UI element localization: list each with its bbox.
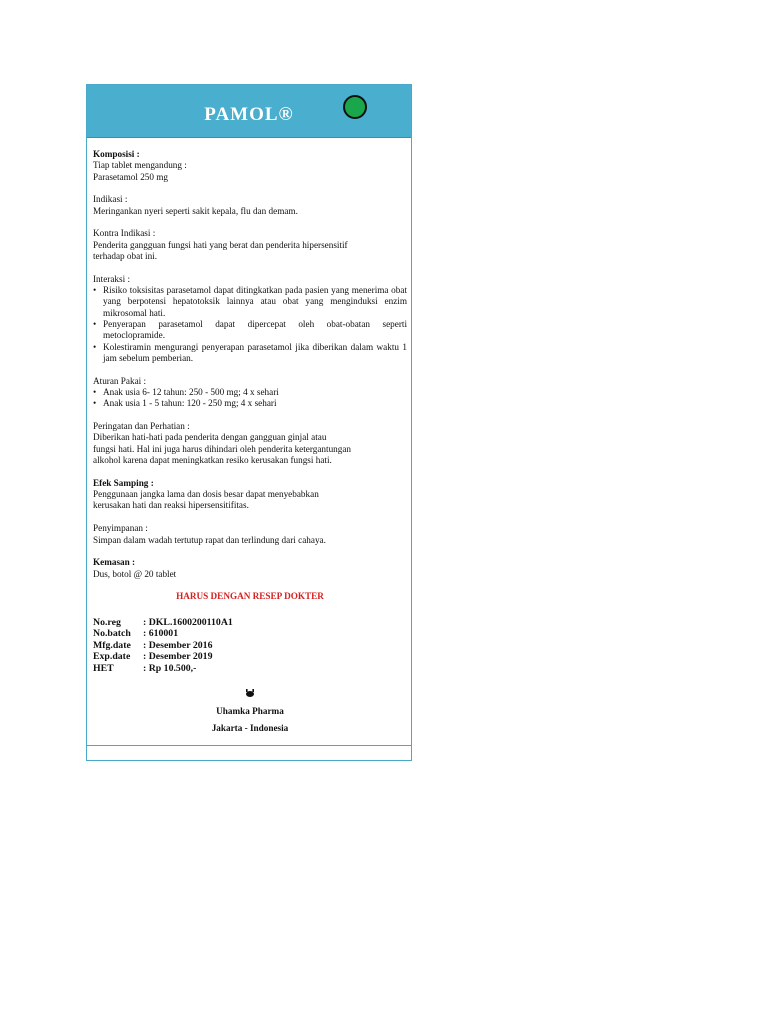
prescription-warning: HARUS DENGAN RESEP DOKTER: [176, 591, 324, 602]
efek-samping-section: [93, 478, 407, 512]
bullet-icon: •: [93, 387, 97, 398]
meta-value: : Rp 10.500,-: [143, 663, 197, 675]
bullet-icon: •: [93, 285, 97, 296]
text-line: Dus, botol @ 20 tablet: [93, 568, 177, 579]
list-item: [93, 285, 407, 319]
meta-key: HET: [93, 663, 114, 675]
text-line: fungsi hati. Hal ini juga harus dihindari oleh penderita ketergantungan: [93, 443, 352, 454]
meta-key: No.batch: [93, 628, 131, 640]
section-title: Indikasi :: [93, 194, 128, 205]
section-title: Kemasan :: [93, 557, 136, 568]
list-item-text: Anak usia 6- 12 tahun: 250 - 500 mg; 4 x sehari: [103, 387, 279, 398]
list-item: [93, 319, 407, 342]
section-title: Efek Samping :: [93, 477, 154, 488]
product-meta-table: [93, 617, 233, 675]
text-line: alkohol karena dapat meningkatkan resiko kerusakan fungsi hati.: [93, 455, 332, 466]
list-item-text: Kolestiramin mengurangi penyerapan parasetamol jika diberikan dalam waktu 1 jam sebelum pemberian.: [103, 341, 407, 363]
medicine-label: [86, 84, 412, 761]
table-row: [93, 640, 233, 652]
manufacturer-city: Jakarta - Indonesia: [211, 722, 289, 733]
meta-value: : Desember 2016: [143, 639, 213, 651]
header-band: [87, 85, 411, 138]
aturan-list: [93, 387, 407, 410]
text-line: kerusakan hati dan reaksi hipersensitifitas.: [93, 500, 249, 511]
text-line: terhadap obat ini.: [93, 251, 158, 262]
text-line: Penderita gangguan fungsi hati yang berat dan penderita hipersensitif: [93, 239, 348, 250]
text-line: Tiap tablet mengandung :: [93, 160, 187, 171]
meta-key: Mfg.date: [93, 639, 131, 651]
section-title: Interaksi :: [93, 273, 130, 284]
company-logo-icon: [93, 689, 407, 700]
meta-key: Exp.date: [93, 651, 131, 663]
meta-value: : DKL.1600200110A1: [143, 616, 233, 628]
table-row: [93, 628, 233, 640]
manufacturer-name: Uhamka Pharma: [216, 705, 284, 716]
meta-key: No.reg: [93, 616, 121, 628]
bullet-icon: •: [93, 398, 97, 409]
text-line: Parasetamol 250 mg: [93, 171, 169, 182]
text-line: Diberikan hati-hati pada penderita dengan gangguan ginjal atau: [93, 432, 327, 443]
manufacturer-block: [93, 689, 407, 735]
footer-divider: [87, 745, 411, 746]
list-item-text: Risiko toksisitas parasetamol dapat ditingkatkan pada pasien yang menerima obat yang berpotensi hepatotoksik lainnya atau obat yang menginduksi enzim mikrosomal hati.: [103, 285, 407, 318]
table-row: [93, 663, 233, 675]
list-item: [93, 342, 407, 365]
text-line: Simpan dalam wadah tertutup rapat dan terlindung dari cahaya.: [93, 534, 326, 545]
list-item: [93, 387, 407, 398]
kontra-indikasi-section: [93, 228, 407, 262]
product-name: PAMOL®: [204, 104, 294, 125]
table-row: [93, 651, 233, 663]
indikasi-section: [93, 194, 407, 217]
penyimpanan-section: [93, 523, 407, 546]
text-line: Penggunaan jangka lama dan dosis besar dapat menyebabkan: [93, 489, 319, 500]
meta-value: : Desember 2019: [143, 651, 213, 663]
meta-value: : 610001: [143, 628, 179, 640]
section-title: Kontra Indikasi :: [93, 228, 156, 239]
peringatan-section: [93, 421, 407, 466]
list-item: [93, 398, 407, 409]
text-line: Meringankan nyeri seperti sakit kepala, flu dan demam.: [93, 205, 298, 216]
section-title: Komposisi :: [93, 149, 140, 159]
section-title: Aturan Pakai :: [93, 375, 147, 386]
kemasan-section: [93, 557, 407, 580]
label-content: [93, 149, 407, 740]
bullet-icon: •: [93, 341, 97, 352]
table-row: [93, 617, 233, 629]
list-item-text: Penyerapan parasetamol dapat dipercepat oleh obat-obatan seperti metoclopramide.: [103, 319, 407, 341]
list-item-text: Anak usia 1 - 5 tahun: 120 - 250 mg; 4 x sehari: [103, 398, 277, 409]
green-dot-icon: [343, 95, 367, 119]
komposisi-section: [93, 149, 407, 183]
interaksi-section: [93, 274, 407, 364]
aturan-pakai-section: [93, 376, 407, 410]
bullet-icon: •: [93, 319, 97, 330]
section-title: Penyimpanan :: [93, 523, 148, 534]
interaksi-list: [93, 285, 407, 364]
section-title: Peringatan dan Perhatian :: [93, 421, 190, 432]
